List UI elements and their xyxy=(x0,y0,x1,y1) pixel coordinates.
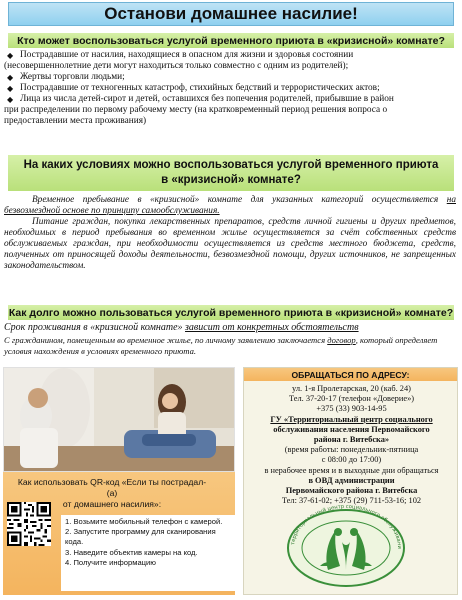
consultation-photo xyxy=(3,367,235,472)
phone-trust[interactable]: Тел. 37-20-17 (телефон «Доверие») xyxy=(288,394,415,404)
qr-steps xyxy=(61,515,237,591)
bullet-icon: ◆ xyxy=(7,84,14,93)
list-item-continuation: (несовершеннолетние дети могут находиться только совместно с одним из родителей); xyxy=(4,61,349,71)
question-conditions-line2: в «кризисной» комнате? xyxy=(161,174,301,186)
question-who-banner xyxy=(8,33,454,48)
question-duration-banner xyxy=(8,305,454,320)
duration-term: Срок проживания в «кризисной комнате» зависит от конкретных обстоятельств xyxy=(4,322,359,333)
list-item: ◆ Пострадавшие от техногенных катастроф, стихийных бедствий и террористических актов; xyxy=(7,83,380,93)
question-duration: Как долго можно пользоваться услугой временного приюта в «кризисной» комнате? xyxy=(8,306,454,319)
qr-code-graphic xyxy=(7,502,51,546)
org-name-line2: обслуживания населения Первомайского xyxy=(273,424,430,434)
qr-panel xyxy=(3,472,235,595)
list-item: ◆ Лица из числа детей-сирот и детей, оставшихся без попечения родителей, прибывшие в район xyxy=(7,94,394,104)
question-conditions-banner xyxy=(8,155,454,191)
contacts-body xyxy=(247,384,456,506)
org-name-line1: ГУ «Территориальный центр социального xyxy=(270,414,433,424)
title-banner xyxy=(8,2,454,26)
conditions-paragraph-2: Питание граждан, покупка лекарственных препаратов, средств личной гигиены и других предметов, необходимых в период пребывания во временном жилье осуществляется за счёт собственных средств обслуживаемых граждан, при необходимости осуществляется из средств местного бюджета, средств, полученных от приносящей доходы деятельности, безвозмездной помощи, других источников, не запрещенных законодательством. xyxy=(4,217,456,271)
qr-step: 1. Возьмите мобильный телефон с камерой. xyxy=(65,517,223,526)
org-name-line3: района г. Витебска» xyxy=(313,435,390,445)
organization-seal xyxy=(280,500,412,588)
list-item-continuation: при распределении по первому рабочему месту (на кратковременный период решения вопроса о xyxy=(4,105,388,115)
list-item-continuation: предоставлении места проживания) xyxy=(4,116,147,126)
list-item: ◆ Пострадавшие от насилия, находящиеся в опасном для жизни и здоровья состоянии xyxy=(7,50,354,60)
address: ул. 1-я Пролетарская, 20 (каб. 24) xyxy=(292,384,411,393)
qr-step: 2. Запустите программу для сканирования кода. xyxy=(65,527,216,547)
ovd-line1: в ОВД администрации xyxy=(308,475,395,485)
contract-note: С гражданином, помещенным во временное жилье, по личному заявлению заключается договор, который определяет условия нахождения в условиях временного приюта. xyxy=(4,335,438,356)
conditions-paragraph-1: Временное пребывание в «кризисной» комнате для указанных категорий осуществляется на безвозмездной основе по принципу самообслуживания. xyxy=(4,195,456,216)
page-title: Останови домашнее насилие! xyxy=(104,4,358,23)
seal-emblem-icon xyxy=(280,500,412,588)
question-who: Кто может воспользоваться услугой временного приюта в «кризисной» комнате? xyxy=(17,34,445,47)
phone-mobile[interactable]: +375 (33) 903-14-95 xyxy=(316,404,387,414)
bullet-icon: ◆ xyxy=(7,51,14,60)
conditions-text xyxy=(4,195,456,272)
qr-step: 3. Наведите объектив камеры на код. xyxy=(65,547,198,557)
contacts-header: ОБРАЩАТЬСЯ ПО АДРЕСУ: xyxy=(244,368,457,381)
ovd-phones[interactable]: Тел: 37-61-02; +375 (29) 711-53-16; 102 xyxy=(281,496,422,506)
duration-text xyxy=(4,322,456,356)
list-item: ◆ Жертвы торговли людьми; xyxy=(7,72,125,82)
off-hours-note: в нерабочее время и в выходные дни обращаться xyxy=(264,465,439,475)
question-conditions-line1: На каких условиях можно воспользоваться услугой временного приюта xyxy=(23,159,439,171)
eligible-list xyxy=(4,50,456,127)
ovd-line2: Первомайского района г. Витебска xyxy=(285,486,418,496)
bullet-icon: ◆ xyxy=(7,95,14,104)
qr-title: Как использовать QR-код «Если ты пострадал-(а) от домашнего насилия»: xyxy=(17,477,207,509)
qr-code[interactable] xyxy=(7,502,51,546)
bullet-icon: ◆ xyxy=(7,73,14,82)
consultation-photo-illustration xyxy=(4,368,235,472)
qr-step: 4. Получите информацию xyxy=(65,557,156,567)
work-hours-line2: с 08:00 до 17:00) xyxy=(321,455,382,465)
work-hours-line1: (время работы: понедельник-пятница xyxy=(284,445,419,455)
seal-text: территориальный центр социального обслуживани xyxy=(290,503,403,549)
